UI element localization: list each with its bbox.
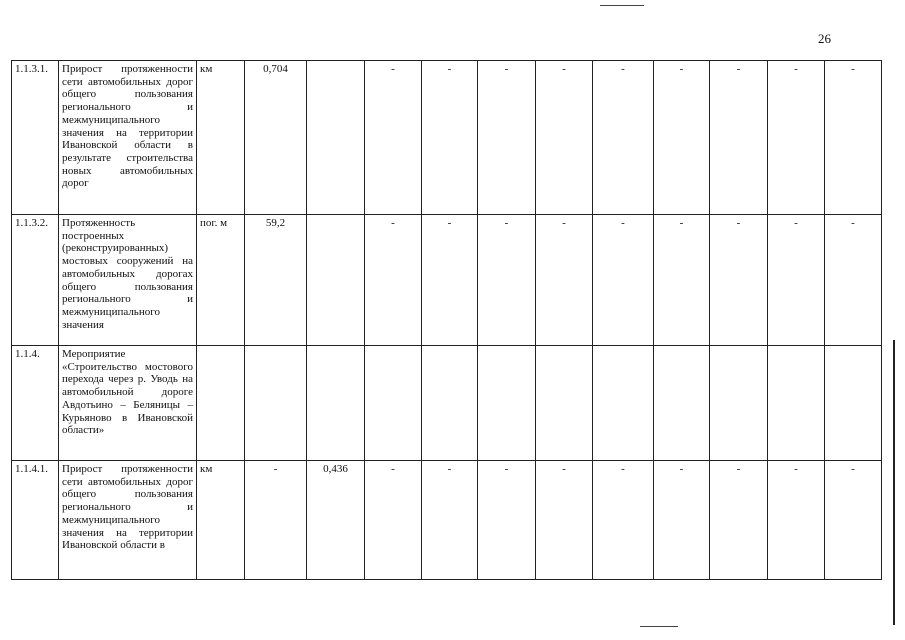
value-cell [825,346,882,461]
value-cell: - [478,215,536,346]
indicator-name: Прирост протяженности сети автомобильных дорог общего пользования регионального и межмуниципального значения на территории Ивановской области в результате строительства новых автомобильных дорог [59,61,197,215]
value-cell: - [768,61,825,215]
value-cell: - [365,61,422,215]
scan-mark-bottom [640,626,678,627]
unit-of-measure: км [197,461,245,580]
value-cell: - [536,461,593,580]
value-cell [593,346,654,461]
value-cell: - [654,461,710,580]
indicators-table [11,60,882,580]
value-cell: - [593,61,654,215]
value-cell: 0,436 [307,461,365,580]
row-number: 1.1.4.1. [12,461,59,580]
value-cell: - [710,61,768,215]
unit-of-measure [197,346,245,461]
indicator-name: Протяженность построенных (реконструированных) мостовых сооружений на автомобильных дорогах общего пользования регионального и межмуниципального значения [59,215,197,346]
table-row [12,346,882,461]
value-cell: - [245,461,307,580]
value-cell [422,346,478,461]
value-cell: - [710,461,768,580]
value-cell: - [710,215,768,346]
value-cell: - [593,215,654,346]
table-row [12,61,882,215]
value-cell: - [825,61,882,215]
value-cell: 59,2 [245,215,307,346]
value-cell [307,61,365,215]
value-cell [365,346,422,461]
indicator-name: Прирост протяженности сети автомобильных дорог общего пользования регионального и межмуниципального значения на территории Ивановской области в [59,461,197,580]
row-number: 1.1.4. [12,346,59,461]
value-cell: - [825,215,882,346]
value-cell [307,215,365,346]
value-cell: - [768,215,825,346]
page-number: 26 [818,31,831,46]
unit-of-measure: км [197,61,245,215]
value-cell: - [478,61,536,215]
value-cell: - [593,461,654,580]
value-cell [478,346,536,461]
value-cell: - [422,215,478,346]
value-cell [536,346,593,461]
value-cell: - [365,215,422,346]
scan-mark-right-edge [893,340,895,625]
value-cell: 0,704 [245,61,307,215]
row-number: 1.1.3.2. [12,215,59,346]
value-cell: - [536,215,593,346]
value-cell: - [536,61,593,215]
value-cell: - [654,215,710,346]
value-cell [245,346,307,461]
value-cell: - [654,61,710,215]
value-cell: - [768,461,825,580]
value-cell: - [422,461,478,580]
value-cell: - [365,461,422,580]
scan-mark-top [600,5,644,6]
value-cell [307,346,365,461]
table-row [12,461,882,580]
value-cell: - [478,461,536,580]
value-cell: - [825,461,882,580]
row-number: 1.1.3.1. [12,61,59,215]
value-cell [654,346,710,461]
unit-of-measure: пог. м [197,215,245,346]
value-cell: - [422,61,478,215]
indicator-name: Мероприятие «Строительство мостового перехода через р. Уводь на автомобильной дороге Авдотьино – Беляницы – Курьяново в Ивановской области» [59,346,197,461]
table-body [12,61,882,580]
value-cell [710,346,768,461]
table-row [12,215,882,346]
value-cell [768,346,825,461]
